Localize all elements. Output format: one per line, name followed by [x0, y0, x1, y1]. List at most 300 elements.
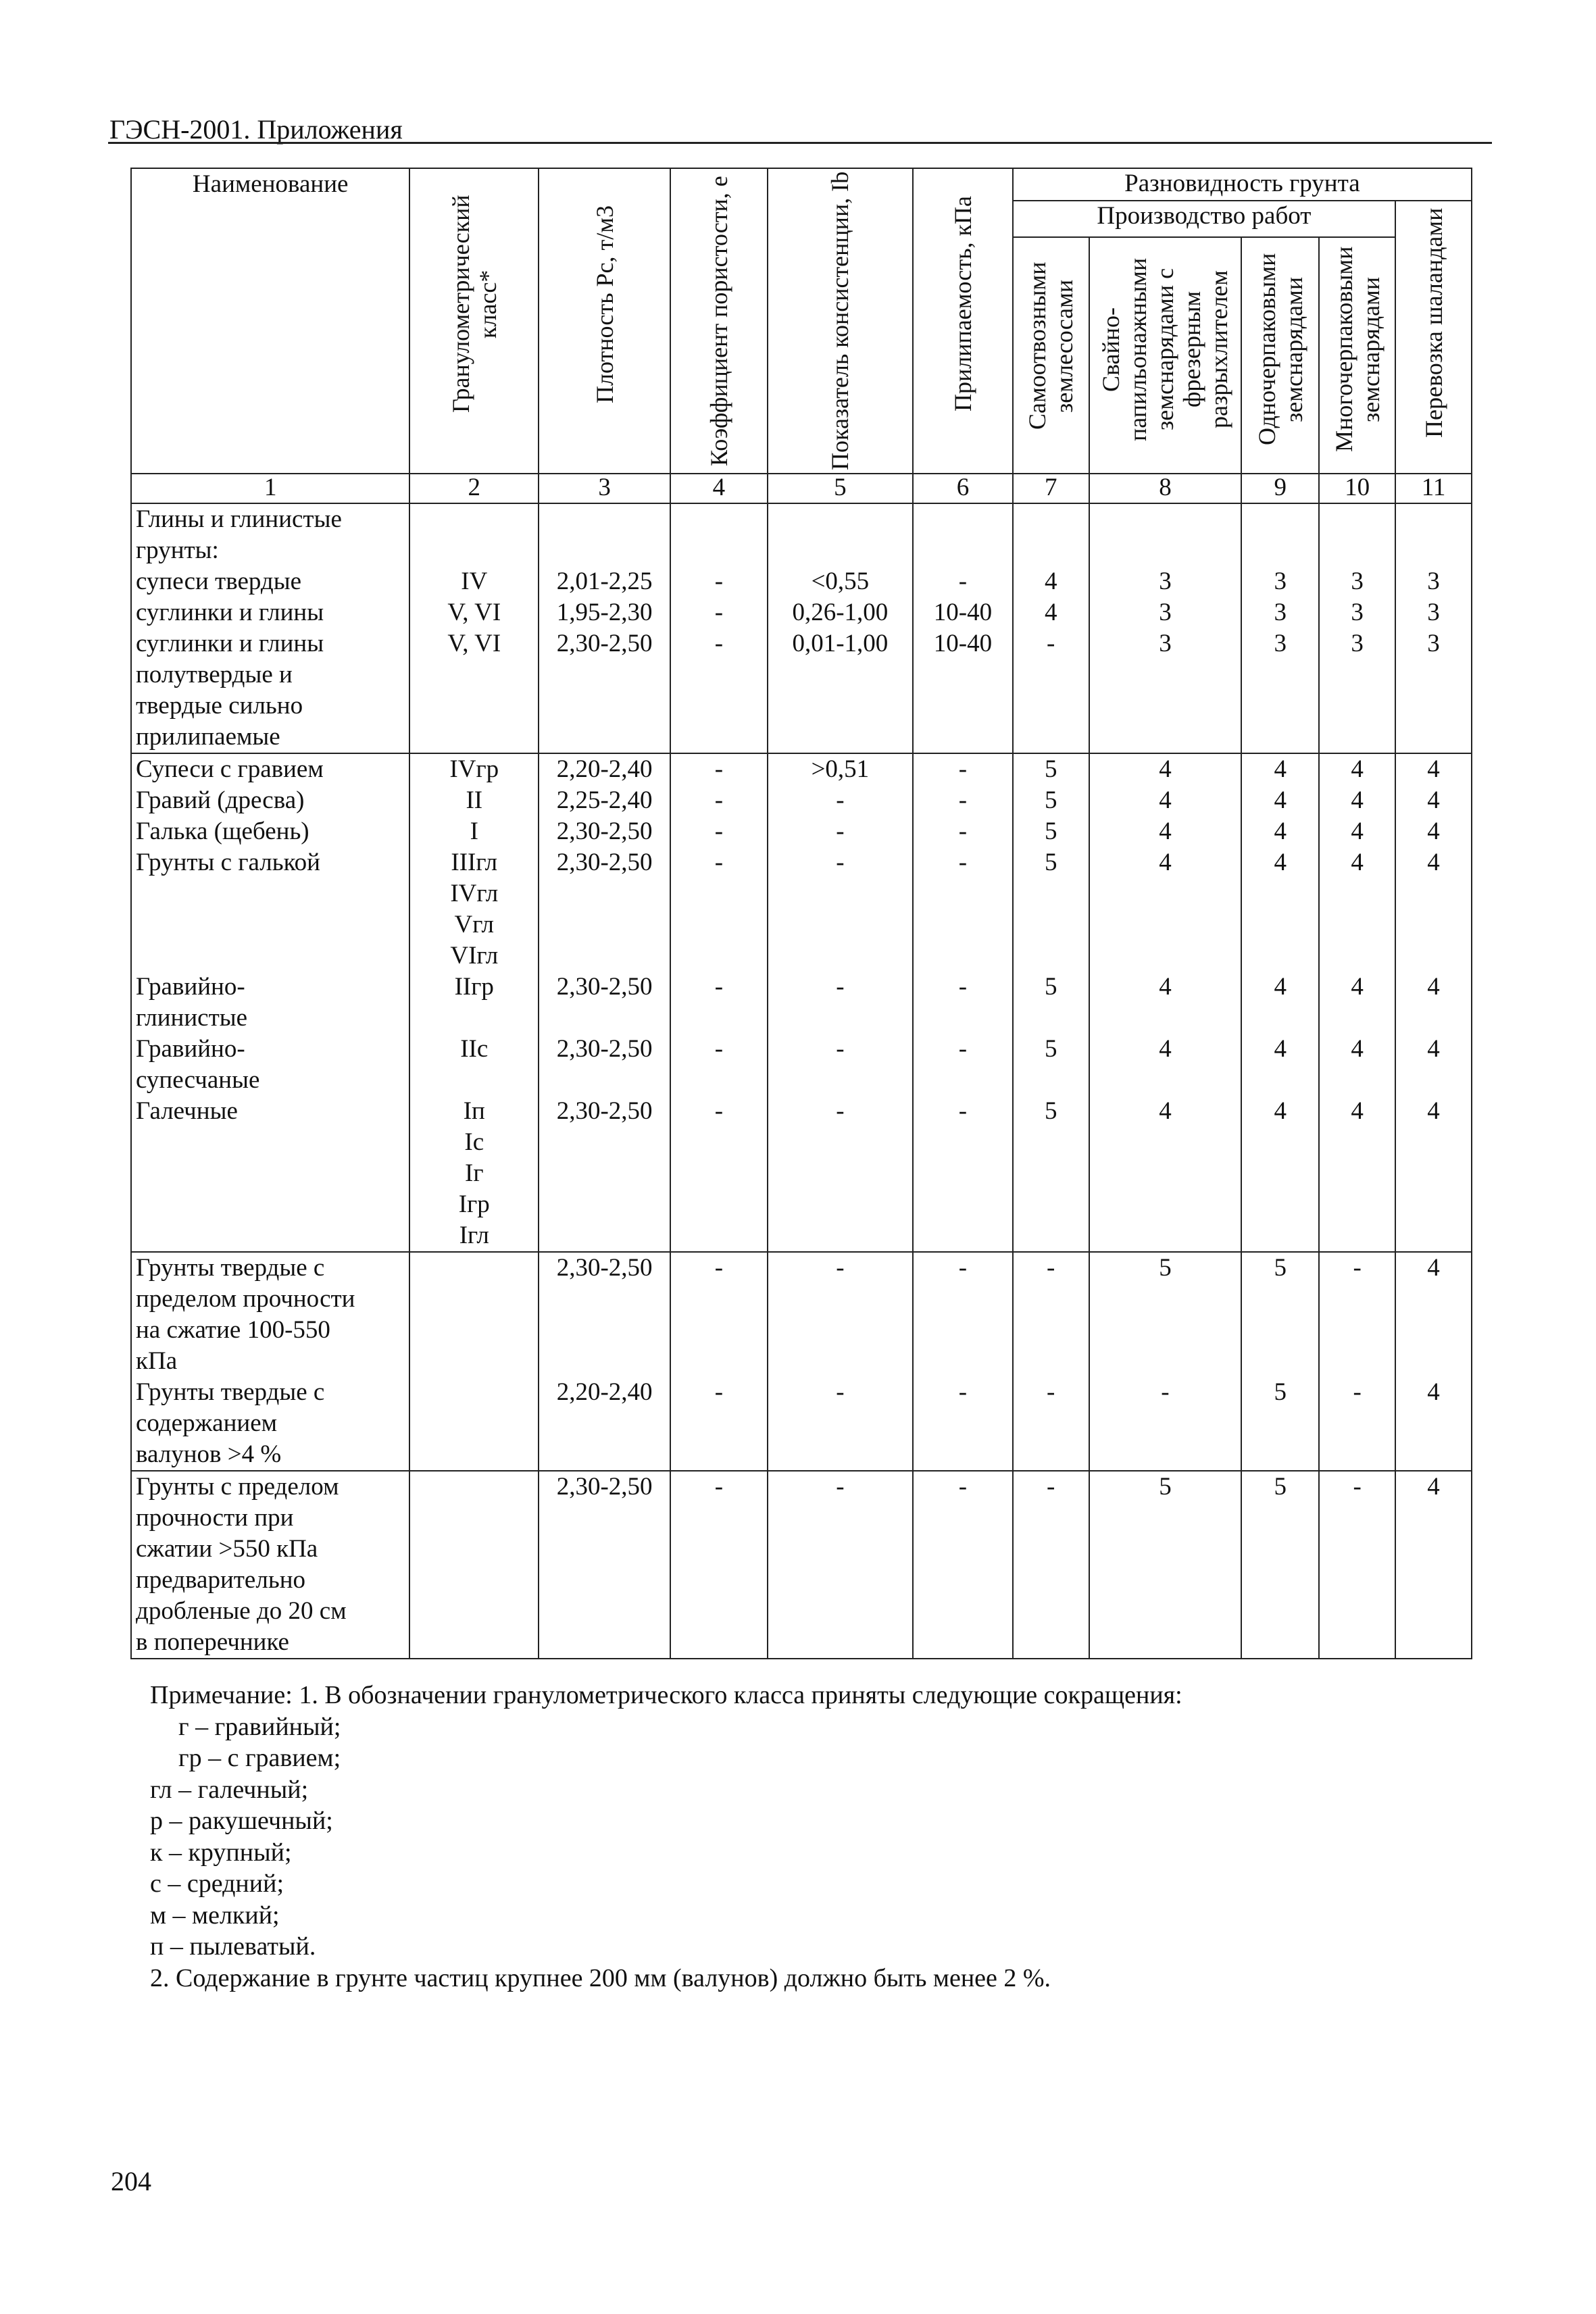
value-cell [1089, 1252, 1242, 1471]
value-line [543, 535, 666, 566]
value-line [675, 1503, 763, 1534]
value-line [772, 1220, 908, 1251]
value-line [1094, 1596, 1237, 1627]
value-line: - [1353, 1378, 1362, 1406]
value-line [543, 1127, 666, 1158]
soil-name-line: Галька (щебень) [136, 818, 309, 845]
value-line [1018, 1003, 1084, 1034]
value-line [1400, 1220, 1467, 1251]
value-line: - [958, 568, 968, 595]
value-line: 5 [1044, 755, 1057, 783]
value-line [1324, 1596, 1391, 1627]
value-line [918, 1315, 1008, 1346]
value-line [1400, 909, 1467, 940]
value-line [1246, 1346, 1314, 1377]
value-line [675, 1158, 763, 1189]
value-line: - [1353, 1254, 1362, 1282]
value-line [543, 1189, 666, 1220]
value-line [1324, 1003, 1391, 1034]
soil-name-line [136, 1220, 405, 1251]
value-line: 4 [1351, 755, 1364, 783]
value-cell [1089, 503, 1242, 753]
value-line [1400, 1158, 1467, 1189]
value-line [675, 1534, 763, 1565]
granulometric-class-line [414, 504, 534, 535]
value-line: 4 [1351, 849, 1364, 876]
value-line: - [836, 973, 845, 1001]
value-cell [913, 753, 1013, 1252]
value-line: 4 [1427, 1035, 1440, 1063]
granulometric-class-cell [409, 753, 539, 1252]
value-line [1246, 1627, 1314, 1658]
value-line: 2,30-2,50 [556, 1254, 653, 1282]
value-line: 3 [1159, 568, 1172, 595]
granulometric-class-line: IVгл [450, 880, 499, 907]
value-line [1094, 878, 1237, 909]
note-line: 2. Содержание в грунте частиц крупнее 200 мм (валунов) должно быть менее 2 %. [150, 1963, 1051, 1992]
granulometric-class-line [414, 1065, 534, 1096]
value-line [1018, 1189, 1084, 1220]
value-line [1018, 1534, 1084, 1565]
header-name: Наименование [131, 168, 409, 474]
value-line [1246, 1408, 1314, 1439]
column-number: 7 [1013, 474, 1089, 503]
granulometric-class-line [414, 1408, 534, 1439]
value-line [772, 1503, 908, 1534]
value-line: 3 [1351, 568, 1364, 595]
value-line: 5 [1044, 818, 1057, 845]
value-line: 2,20-2,40 [556, 755, 653, 783]
value-line [772, 690, 908, 722]
value-line [918, 1408, 1008, 1439]
value-line [1324, 909, 1391, 940]
value-line: - [958, 973, 968, 1001]
value-line [772, 1003, 908, 1034]
value-line [1246, 1284, 1314, 1315]
header-granulometric-class: Гранулометрический класс* [409, 168, 539, 474]
value-line: 4 [1427, 849, 1440, 876]
value-line: 3 [1274, 568, 1287, 595]
value-cell [913, 1252, 1013, 1471]
value-line [1324, 1158, 1391, 1189]
value-line [1094, 504, 1237, 535]
value-line [675, 722, 763, 753]
granulometric-class-cell [409, 1252, 539, 1471]
soil-name-line: Грунты с галькой [136, 849, 320, 876]
value-line [918, 1158, 1008, 1189]
value-line [1246, 1220, 1314, 1251]
value-line: 3 [1351, 599, 1364, 626]
value-cell [1089, 1471, 1242, 1659]
value-line [1246, 1189, 1314, 1220]
soil-name-line [136, 1158, 405, 1189]
value-line [918, 1565, 1008, 1596]
value-line [772, 1127, 908, 1158]
value-line [1400, 1627, 1467, 1658]
value-line [918, 1627, 1008, 1658]
column-number: 10 [1319, 474, 1395, 503]
column-number: 1 [131, 474, 409, 503]
value-line [1018, 1065, 1084, 1096]
value-line [1094, 722, 1237, 753]
value-line [772, 1596, 908, 1627]
value-line: 0,26-1,00 [792, 599, 889, 626]
value-cell [670, 753, 768, 1252]
soil-name-line: Супеси с гравием [136, 755, 324, 783]
value-line: - [958, 1378, 968, 1406]
value-cell [913, 503, 1013, 753]
value-line [1018, 878, 1084, 909]
value-line [1094, 909, 1237, 940]
value-line [675, 1439, 763, 1470]
value-line: 1,95-2,30 [556, 599, 653, 626]
value-line [1018, 1346, 1084, 1377]
value-line [772, 504, 908, 535]
value-line [675, 909, 763, 940]
value-line: 2,01-2,25 [556, 568, 653, 595]
value-line [918, 1065, 1008, 1096]
value-line [675, 940, 763, 972]
table-row-group [131, 503, 1472, 753]
value-line: 3 [1274, 599, 1287, 626]
value-line [918, 504, 1008, 535]
value-line [772, 1315, 908, 1346]
soil-name-line: супеси твердые [136, 568, 302, 595]
table-row-group [131, 1252, 1472, 1471]
value-line [772, 659, 908, 690]
value-line: - [714, 1035, 724, 1063]
soil-name-line: глинистые [136, 1004, 248, 1032]
value-line: - [836, 786, 845, 814]
value-cell [768, 1252, 913, 1471]
value-line: - [714, 973, 724, 1001]
value-line: <0,55 [811, 568, 870, 595]
value-line [1324, 722, 1391, 753]
value-line [918, 659, 1008, 690]
value-line: - [958, 849, 968, 876]
value-line [1018, 1220, 1084, 1251]
value-line: - [714, 1473, 724, 1501]
value-line [1400, 1284, 1467, 1315]
note-line: гр – с гравием; [178, 1744, 341, 1772]
value-cell [1241, 1471, 1319, 1659]
value-line [1018, 1439, 1084, 1470]
value-line: - [714, 755, 724, 783]
soil-name-line: полутвердые и [136, 661, 293, 688]
value-line [1018, 1315, 1084, 1346]
value-cell [1013, 503, 1089, 753]
granulometric-class-line [414, 1627, 534, 1658]
value-line [543, 1315, 666, 1346]
value-line [1094, 1346, 1237, 1377]
column-number: 3 [539, 474, 670, 503]
value-line [1324, 504, 1391, 535]
value-line: 2,30-2,50 [556, 1473, 653, 1501]
value-line [772, 1158, 908, 1189]
granulometric-class-line [414, 1503, 534, 1534]
granulometric-class-line [414, 722, 534, 753]
value-line [1094, 1127, 1237, 1158]
value-line: 5 [1274, 1254, 1287, 1282]
value-line [1246, 1065, 1314, 1096]
granulometric-class-line [414, 1534, 534, 1565]
value-line [1400, 1439, 1467, 1470]
value-line [543, 1408, 666, 1439]
value-line [543, 1596, 666, 1627]
value-line [1094, 535, 1237, 566]
value-line [918, 1503, 1008, 1534]
value-line [1324, 1220, 1391, 1251]
header-density: Плотность Pc, т/м3 [539, 168, 670, 474]
value-cell [1013, 1471, 1089, 1659]
value-cell [670, 1252, 768, 1471]
value-line [1246, 909, 1314, 940]
soil-name-line: суглинки и глины [136, 599, 324, 626]
value-line [543, 1627, 666, 1658]
header-self-propelled: Самоотвозными землесосами [1013, 237, 1089, 474]
value-line: 4 [1427, 1097, 1440, 1125]
soil-name-line: дробленые до 20 см [136, 1597, 347, 1625]
value-line [918, 535, 1008, 566]
value-cell [1013, 753, 1089, 1252]
granulometric-class-line [414, 659, 534, 690]
header-barge: Перевозка шаландами [1395, 201, 1472, 474]
soil-name-line: в поперечнике [136, 1628, 289, 1656]
value-line [1324, 1565, 1391, 1596]
value-cell [768, 753, 913, 1252]
value-line [1400, 659, 1467, 690]
soil-name-line: суглинки и глины [136, 630, 324, 657]
value-line [772, 1284, 908, 1315]
value-line [772, 1565, 908, 1596]
value-line: - [958, 818, 968, 845]
value-line [1324, 1065, 1391, 1096]
value-line [1018, 1503, 1084, 1534]
value-line: 4 [1274, 973, 1287, 1001]
soil-name-line: содержанием [136, 1409, 278, 1437]
value-line [1018, 504, 1084, 535]
value-line [1400, 1596, 1467, 1627]
value-line [1018, 909, 1084, 940]
table-row-group [131, 753, 1472, 1252]
value-cell [1013, 1252, 1089, 1471]
value-line: - [836, 1378, 845, 1406]
value-line [918, 940, 1008, 972]
soil-name-line: твердые сильно [136, 692, 303, 720]
value-line: - [714, 1254, 724, 1282]
value-line [543, 1158, 666, 1189]
value-line: - [1353, 1473, 1362, 1501]
value-line: 4 [1159, 1097, 1172, 1125]
value-cell [1395, 1471, 1472, 1659]
value-line [1400, 1315, 1467, 1346]
value-line [675, 1003, 763, 1034]
value-line [675, 1627, 763, 1658]
value-line [772, 940, 908, 972]
value-line [1018, 1127, 1084, 1158]
value-line [543, 690, 666, 722]
value-line [918, 1189, 1008, 1220]
value-line [918, 1003, 1008, 1034]
note-line: гл – галечный; [150, 1775, 309, 1804]
value-line [1246, 722, 1314, 753]
value-line: - [958, 1035, 968, 1063]
value-line: - [836, 1097, 845, 1125]
value-line [1246, 1534, 1314, 1565]
granulometric-class-line [414, 535, 534, 566]
soil-name-line: кПа [136, 1347, 178, 1375]
value-line [1246, 535, 1314, 566]
value-line [918, 1127, 1008, 1158]
value-line: 2,30-2,50 [556, 818, 653, 845]
granulometric-class-line: Vгл [454, 911, 495, 938]
value-line [1324, 1627, 1391, 1658]
value-line [1324, 1315, 1391, 1346]
value-line [1018, 690, 1084, 722]
soil-name-line: Грунты твердые с [136, 1254, 325, 1282]
value-line [1324, 1346, 1391, 1377]
value-line [918, 1439, 1008, 1470]
soil-name-cell [131, 1252, 409, 1471]
header-stickiness: Прилипаемость, кПа [913, 168, 1013, 474]
value-line [1246, 1596, 1314, 1627]
value-line [1400, 690, 1467, 722]
soil-name-line [136, 909, 405, 940]
value-line: 4 [1427, 1254, 1440, 1282]
value-line [1400, 535, 1467, 566]
value-line [1018, 1158, 1084, 1189]
value-line: 4 [1159, 818, 1172, 845]
value-line: - [714, 786, 724, 814]
granulometric-class-line: IV [461, 568, 488, 595]
granulometric-class-line [414, 690, 534, 722]
value-line: - [958, 755, 968, 783]
value-line: 3 [1427, 568, 1440, 595]
header-variety: Разновидность грунта [1013, 168, 1472, 201]
header-production: Производство работ [1013, 201, 1395, 237]
value-line [543, 1439, 666, 1470]
value-line: 4 [1274, 755, 1287, 783]
value-line: 4 [1351, 1097, 1364, 1125]
value-line [1094, 1439, 1237, 1470]
soil-name-line: прочности при [136, 1504, 294, 1532]
value-line: 4 [1351, 973, 1364, 1001]
value-line [1246, 659, 1314, 690]
value-line: 10-40 [933, 599, 993, 626]
value-line [1324, 1534, 1391, 1565]
value-line: 3 [1274, 630, 1287, 657]
value-line [1094, 659, 1237, 690]
value-line: 4 [1274, 1097, 1287, 1125]
granulometric-class-line: Iп [463, 1097, 485, 1125]
value-line [1094, 1284, 1237, 1315]
value-cell [539, 1471, 670, 1659]
value-line [1324, 1439, 1391, 1470]
soil-name-line [136, 940, 405, 972]
value-line [772, 1189, 908, 1220]
soil-name-line: грунты: [136, 536, 219, 564]
value-line: - [836, 818, 845, 845]
value-line: 5 [1044, 849, 1057, 876]
value-line [543, 1503, 666, 1534]
value-cell [1241, 753, 1319, 1252]
granulometric-class-line [414, 1284, 534, 1315]
value-line: 4 [1274, 849, 1287, 876]
value-line: 4 [1159, 786, 1172, 814]
value-line [772, 1534, 908, 1565]
value-line [675, 1127, 763, 1158]
value-cell [913, 1471, 1013, 1659]
granulometric-class-line: IVгр [449, 755, 499, 783]
value-line [1246, 1439, 1314, 1470]
value-line [1094, 940, 1237, 972]
value-line [1094, 1565, 1237, 1596]
note-line: с – средний; [150, 1869, 284, 1898]
notes [150, 1680, 1182, 1994]
value-cell [768, 503, 913, 753]
value-line [772, 535, 908, 566]
value-cell [1241, 1252, 1319, 1471]
value-cell [1319, 1471, 1395, 1659]
value-line: 4 [1427, 1378, 1440, 1406]
column-numbers-row [131, 474, 1472, 503]
value-line [1094, 690, 1237, 722]
value-line [675, 1065, 763, 1096]
value-cell [670, 1471, 768, 1659]
value-line: 4 [1427, 973, 1440, 1001]
value-line [675, 535, 763, 566]
granulometric-class-line: IIгр [454, 973, 494, 1001]
header-multi-bucket: Многочерпаковыми земснарядами [1319, 237, 1395, 474]
value-line [1324, 878, 1391, 909]
value-line: 5 [1159, 1473, 1172, 1501]
value-line [1018, 722, 1084, 753]
value-line [918, 1534, 1008, 1565]
value-line: 4 [1274, 786, 1287, 814]
value-line [543, 1065, 666, 1096]
value-line [918, 722, 1008, 753]
header-consistency: Показатель консистенции, Ib [768, 168, 913, 474]
value-line: - [836, 1473, 845, 1501]
header-rule [108, 142, 1492, 144]
value-line: - [836, 1254, 845, 1282]
granulometric-class-cell [409, 1471, 539, 1659]
value-line [1246, 940, 1314, 972]
value-line: - [958, 1254, 968, 1282]
value-cell [1319, 503, 1395, 753]
value-line [1246, 1127, 1314, 1158]
value-line [918, 1284, 1008, 1315]
value-line: 5 [1159, 1254, 1172, 1282]
value-line: 5 [1274, 1378, 1287, 1406]
value-line: - [1161, 1378, 1170, 1406]
value-line [1246, 1158, 1314, 1189]
soil-name-line: Глины и глинистые [136, 505, 342, 533]
value-line: - [714, 568, 724, 595]
value-line [543, 1565, 666, 1596]
value-line: 2,25-2,40 [556, 786, 653, 814]
value-line [543, 504, 666, 535]
value-line [675, 504, 763, 535]
value-line [1094, 1220, 1237, 1251]
value-line [1324, 940, 1391, 972]
column-number: 6 [913, 474, 1013, 503]
value-line: - [836, 849, 845, 876]
value-line [1400, 1408, 1467, 1439]
soil-name-line: Гравийно- [136, 1035, 245, 1063]
value-cell [670, 503, 768, 753]
value-line: - [1047, 630, 1055, 657]
